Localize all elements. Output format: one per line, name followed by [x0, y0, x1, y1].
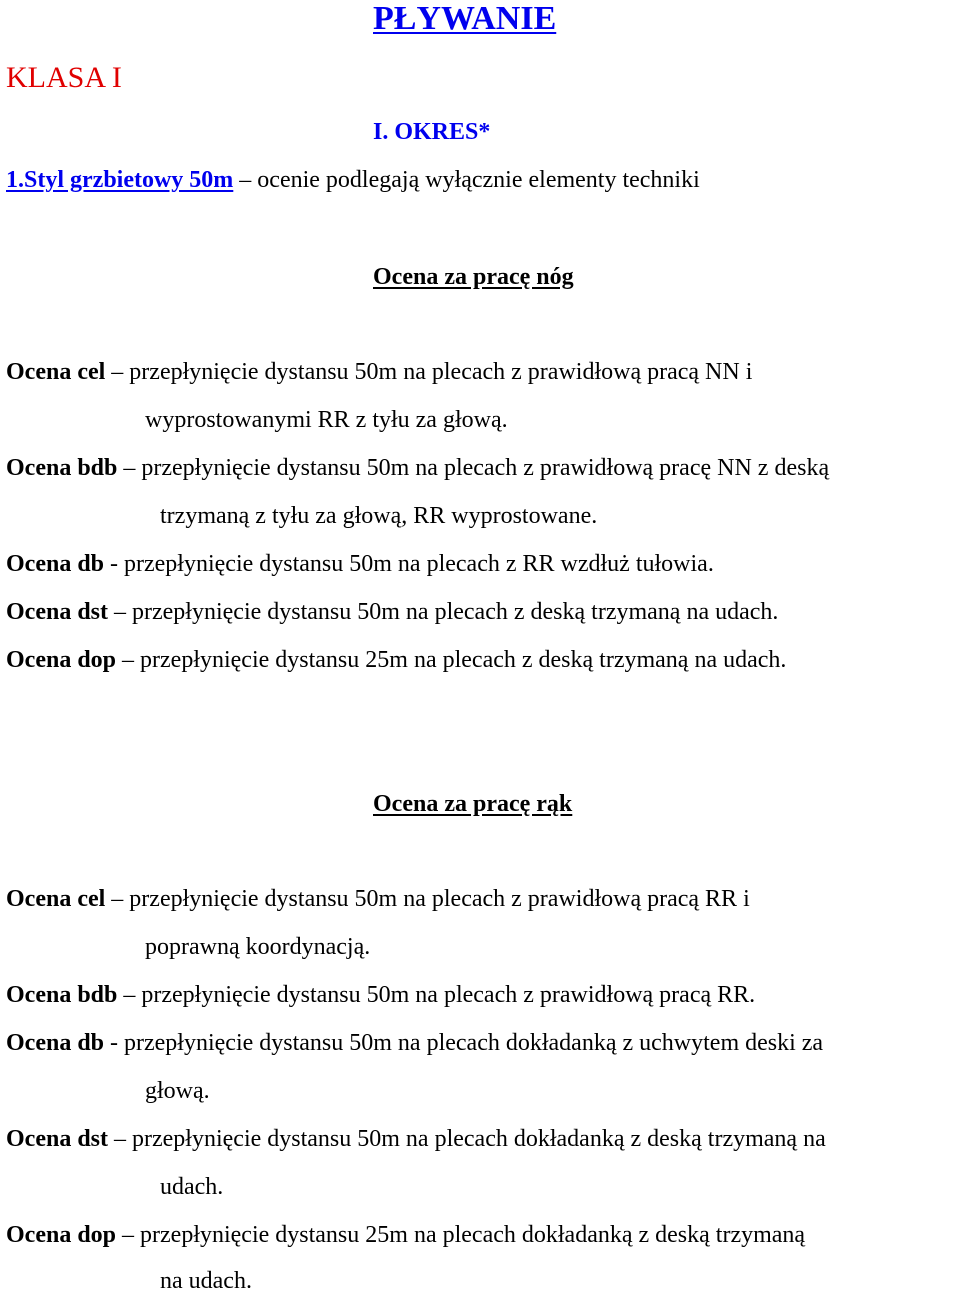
grade-label: Ocena bdb [6, 982, 118, 1008]
grade-label: Ocena dop [6, 1222, 117, 1248]
grade-text: - przepłynięcie dystansu 50m na plecach dokładanką z uchwytem deski za [104, 1030, 824, 1056]
grade-label: Ocena db [6, 551, 105, 577]
arms-grade-dst [6, 1125, 826, 1153]
grade-text: – przepłynięcie dystansu 50m na plecach z prawidłową pracą RR. [117, 982, 756, 1008]
grade-label: Ocena dst [6, 599, 108, 625]
legs-grade-bdb-continuation: trzymaną z tyłu za głową, RR wyprostowane. [160, 503, 598, 529]
grade-label: Ocena dop [6, 647, 117, 673]
grade-label: Ocena cel [6, 359, 106, 385]
legs-heading: Ocena za pracę nóg [373, 264, 574, 290]
exercise-note: – ocenie podlegają wyłącznie elementy techniki [233, 167, 700, 193]
arms-grade-db [6, 1029, 823, 1057]
grade-label: Ocena cel [6, 886, 106, 912]
exercise-line [6, 166, 700, 194]
grade-label: Ocena bdb [6, 455, 118, 481]
grade-text: – przepłynięcie dystansu 50m na plecach z prawidłową pracę NN z deską [117, 455, 830, 481]
grade-label: Ocena db [6, 1030, 105, 1056]
page-title: PŁYWANIE [373, 0, 557, 37]
arms-grade-dst-continuation: udach. [160, 1174, 224, 1200]
grade-text: – przepłynięcie dystansu 25m na plecach z deską trzymaną na udach. [116, 647, 787, 673]
grade-label: Ocena dst [6, 1126, 108, 1152]
legs-grade-dop [6, 646, 786, 674]
legs-grade-bdb [6, 454, 829, 482]
grade-text: – przepłynięcie dystansu 50m na plecach dokładanką z deską trzymaną na [108, 1126, 826, 1152]
grade-text: – przepłynięcie dystansu 25m na plecach dokładanką z deską trzymaną [116, 1222, 806, 1248]
arms-grade-dop-continuation: na udach. [160, 1268, 252, 1294]
legs-grade-cel-continuation: wyprostowanymi RR z tyłu za głową. [145, 407, 508, 433]
exercise-name: 1.Styl grzbietowy 50m [6, 167, 234, 193]
grade-text: – przepłynięcie dystansu 50m na plecach z deską trzymaną na udach. [108, 599, 779, 625]
arms-heading: Ocena za pracę rąk [373, 791, 573, 817]
arms-grade-db-continuation: głową. [145, 1078, 210, 1104]
legs-grade-db [6, 550, 714, 578]
class-label: KLASA I [6, 61, 122, 94]
legs-grade-cel [6, 358, 752, 386]
grade-text: – przepłynięcie dystansu 50m na plecach z prawidłową pracą NN i [105, 359, 753, 385]
arms-grade-dop [6, 1221, 805, 1249]
grade-text: - przepłynięcie dystansu 50m na plecach z RR wzdłuż tułowia. [104, 551, 714, 577]
arms-grade-bdb [6, 981, 755, 1009]
grade-text: – przepłynięcie dystansu 50m na plecach z prawidłową pracą RR i [105, 886, 750, 912]
arms-grade-cel-continuation: poprawną koordynacją. [145, 934, 371, 960]
period-label: I. OKRES* [373, 119, 491, 145]
legs-grade-dst [6, 598, 778, 626]
arms-grade-cel [6, 885, 750, 913]
